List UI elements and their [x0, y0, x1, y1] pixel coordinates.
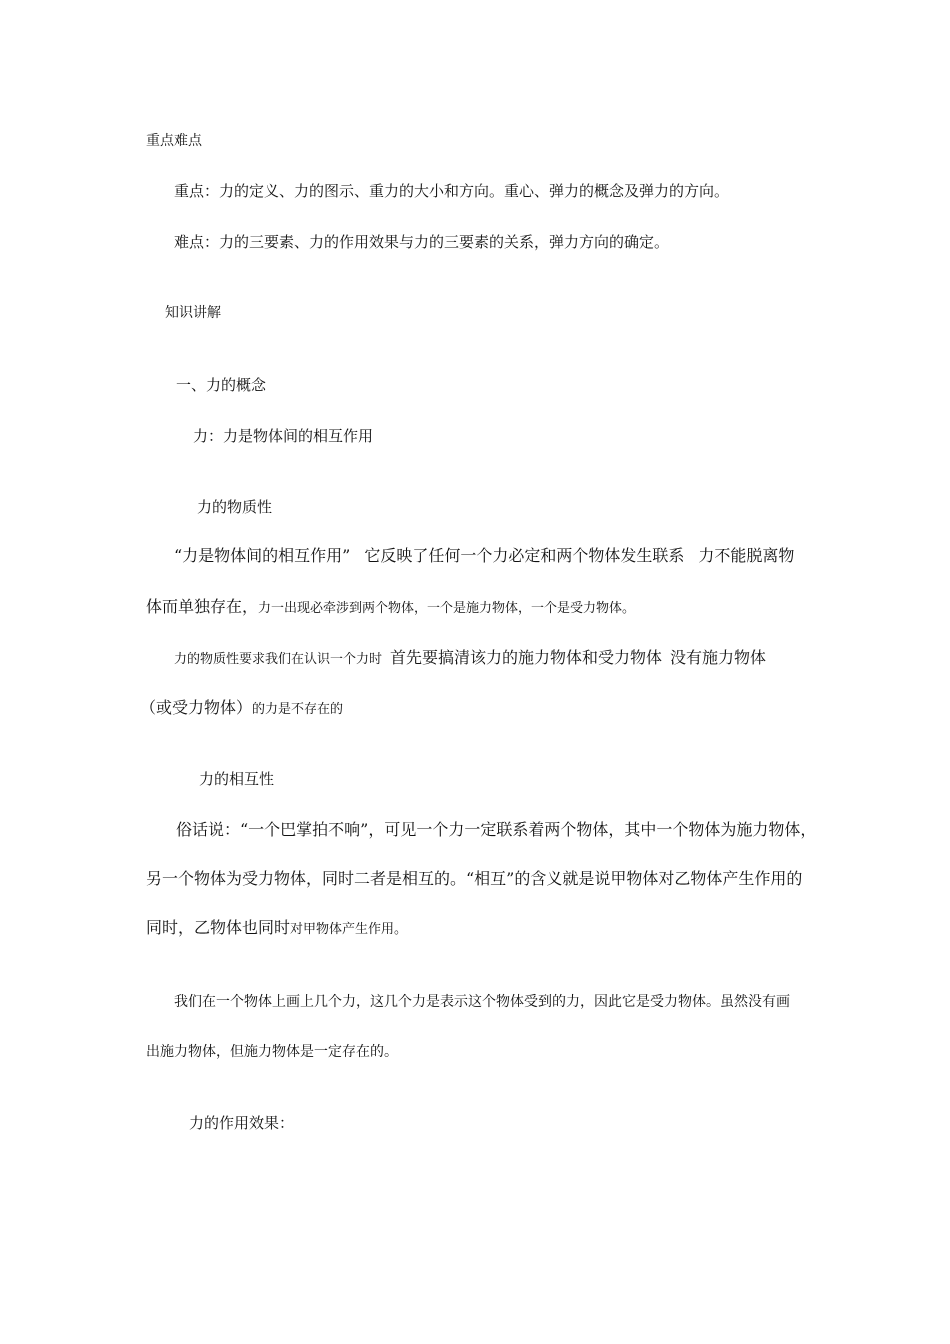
text-span: 没有施力物体 — [670, 648, 767, 667]
material-title: 力的物质性 — [197, 498, 273, 516]
text-span: 同时，乙物体也同时 — [146, 918, 291, 937]
text-span: 首先要搞清该力的施力物体和受力物体 — [390, 648, 663, 667]
quote-text: “力是物体间的相互作用” — [174, 546, 351, 565]
text-span: 它反映了任何一个力必定和两个物体发生联系 — [364, 546, 685, 565]
key-points-text: 重点：力的定义、力的图示、重力的大小和方向。重心、弹力的概念及弹力的方向。 — [174, 182, 730, 200]
text-span: 力一出现必牵涉到两个物体，一个是施力物体，一个是受力物体。 — [258, 601, 636, 616]
text-span: （或受力物体） — [140, 698, 253, 717]
drawing-paragraph-line-2: 出施力物体，但施力物体是一定存在的。 — [146, 1044, 398, 1060]
section1-title: 一、力的概念 — [176, 376, 267, 394]
heading-knowledge: 知识讲解 — [165, 305, 221, 321]
text-span: 的力是不存在的 — [252, 702, 344, 717]
force-definition: 力：力是物体间的相互作用 — [193, 427, 374, 445]
mutual-paragraph-line-2: 另一个物体为受力物体，同时二者是相互的。“相互”的含义就是说甲物体对乙物体产生作用的 — [146, 869, 803, 888]
drawing-paragraph-line-1: 我们在一个物体上画上几个力，这几个力是表示这个物体受到的力，因此它是受力物体。虽然没有画 — [174, 994, 790, 1010]
mutual-paragraph-line-1: 俗话说：“一个巴掌拍不响”，可见一个力一定联系着两个物体，其中一个物体为施力物体， — [176, 820, 817, 839]
material-paragraph-2-line-1 — [174, 648, 766, 670]
text-span: 对甲物体产生作用。 — [290, 922, 408, 937]
effect-title: 力的作用效果： — [189, 1114, 295, 1132]
mutual-paragraph-line-3 — [146, 918, 407, 940]
difficult-points-text: 难点：力的三要素、力的作用效果与力的三要素的关系，弹力方向的确定。 — [174, 233, 670, 251]
material-paragraph-2-line-2 — [140, 698, 343, 720]
text-span: 体而单独存在， — [146, 597, 259, 616]
material-paragraph-1-line-1 — [174, 546, 794, 566]
heading-key-points: 重点难点 — [146, 133, 202, 149]
text-span: 力的物质性要求我们在认识一个力时 — [174, 652, 383, 667]
mutual-title: 力的相互性 — [199, 770, 275, 788]
text-span: 力不能脱离物 — [698, 546, 795, 565]
material-paragraph-1-line-2 — [146, 597, 635, 619]
